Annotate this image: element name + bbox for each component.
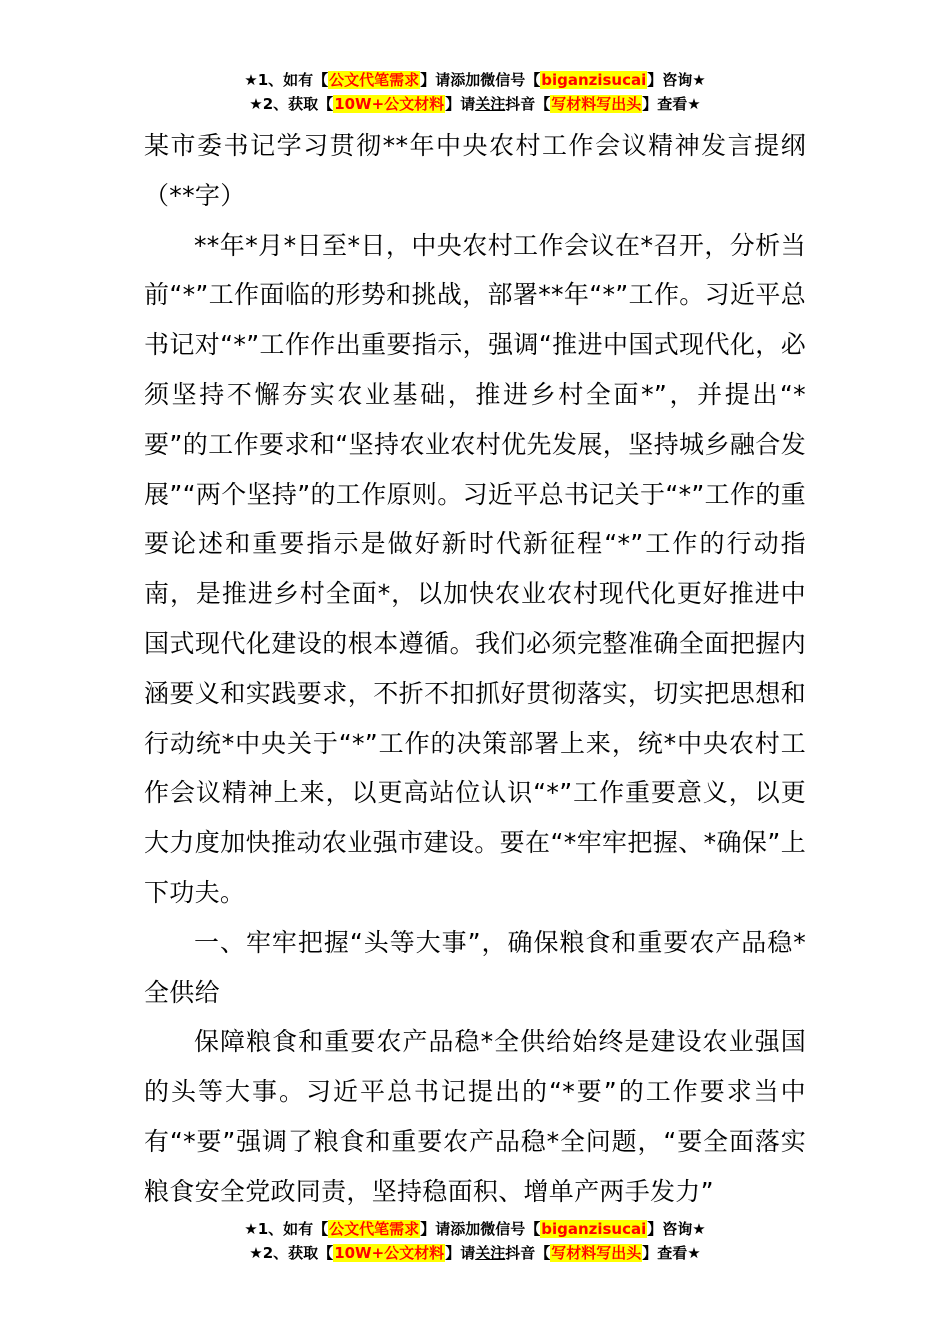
section-heading: 一、牢牢把握“头等大事”，确保粮食和重要农产品稳*全供给 [144, 927, 806, 1007]
paragraph-intro: **年*月*日至*日，中央农村工作会议在*召开，分析当前“*”工作面临的形势和挑战，部署**年“*”工作。习近平总书记对“*”工作作出重要指示，强调“推进中国式现代化，必须坚持不懈夯实农业基础，推进乡村全面*”，并提出“*要”的工作要求和“坚持农业农村优先发展，坚持城乡融合发展”“两个坚持”的工作原则。习近平总书记关于“*”工作的重要论述和重要指示是做好新时代新征程“*”工作的行动指南，是推进乡村全面*，以加快农业农村现代化更好推进中国式现代化建设的根本遵循。我们必须完整准确全面把握内涵要义和实践要求，不折不扣抓好贯彻落实，切实把思想和行动统*中央关于“*”工作的决策部署上来，统*中央农村工作会议精神上来，以更高站位认识“*”工作重要意义，以更大力度加快推动农业强市建设。要在“*牢牢把握、*确保”上下功夫。 [144, 230, 806, 907]
banner-text: 】查看★ [642, 95, 701, 113]
banner-text: 抖音【 [505, 1244, 551, 1262]
paragraph-section-1: 保障粮食和重要农产品稳*全供给始终是建设农业强国的头等大事。习近平总书记提出的“*要”的工作要求当中有“*要”强调了粮食和重要农产品稳*全问题，“要全面落实粮食安全党政同责，坚持稳面积、增单产两手发力” [144, 1027, 806, 1206]
banner-line-2 [0, 1241, 950, 1265]
highlight-materials: 10W+公文材料 [334, 95, 445, 113]
banner-text: 】咨询★ [647, 71, 706, 89]
document-title: 某市委书记学习贯彻**年中央农村工作会议精神发言提纲（**字） [144, 131, 806, 210]
underlined-follow: 关注 [475, 95, 506, 113]
banner-line-1 [0, 68, 950, 92]
header-banner [0, 68, 950, 116]
highlight-materials: 10W+公文材料 [334, 1244, 445, 1262]
highlight-service: 公文代笔需求 [329, 71, 420, 89]
banner-text: 抖音【 [505, 95, 551, 113]
banner-text: 】查看★ [642, 1244, 701, 1262]
banner-line-1 [0, 1217, 950, 1241]
banner-text: 】咨询★ [647, 1220, 706, 1238]
highlight-douyin-account: 写材料写出头 [551, 1244, 642, 1262]
banner-text: ★1、如有【 [244, 71, 329, 89]
highlight-wechat-id: biganzisucai [541, 71, 647, 89]
banner-text: ★2、获取【 [249, 1244, 334, 1262]
banner-text: ★1、如有【 [244, 1220, 329, 1238]
banner-text: 】请 [445, 95, 476, 113]
banner-text: 】请添加微信号【 [420, 1220, 541, 1238]
banner-line-2 [0, 92, 950, 116]
underlined-follow: 关注 [475, 1244, 506, 1262]
banner-text: 】请添加微信号【 [420, 71, 541, 89]
banner-text: 】请 [445, 1244, 476, 1262]
highlight-wechat-id: biganzisucai [541, 1220, 647, 1238]
banner-text: ★2、获取【 [249, 95, 334, 113]
document-body [144, 121, 806, 1217]
highlight-service: 公文代笔需求 [329, 1220, 420, 1238]
footer-banner [0, 1217, 950, 1265]
highlight-douyin-account: 写材料写出头 [551, 95, 642, 113]
